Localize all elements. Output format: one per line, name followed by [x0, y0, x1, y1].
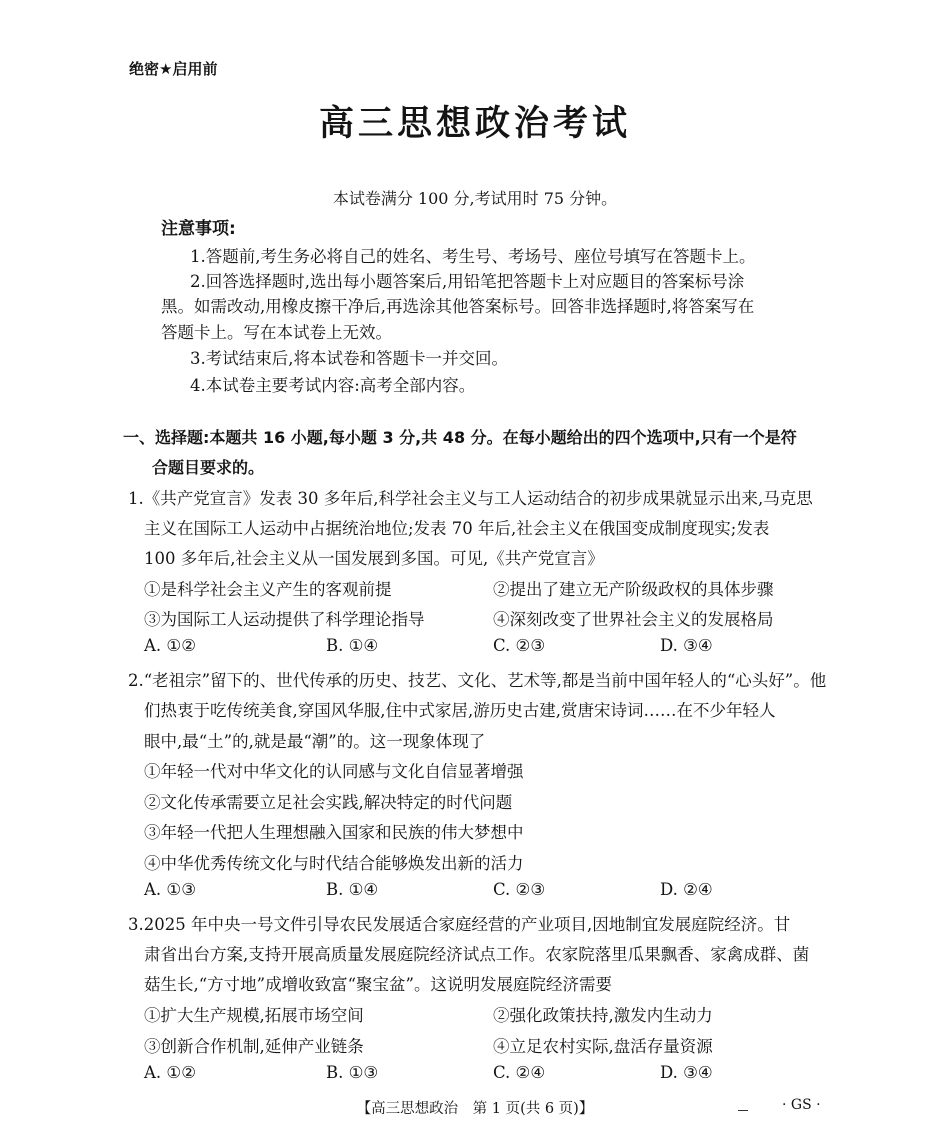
statement-option: ②文化传承需要立足社会实践,解决特定的时代问题 [144, 793, 513, 812]
notice-line: 3.考试结束后,将本试卷和答题卡一并交回。 [190, 349, 508, 368]
statement-option: ①年轻一代对中华文化的认同感与文化自信显著增强 [144, 762, 524, 781]
notice-line: 黑。如需改动,用橡皮擦干净后,再选涂其他答案标号。回答非选择题时,将答案写在 [161, 297, 755, 316]
answer-choice: B. ①③ [326, 1063, 379, 1082]
answer-choice: B. ①④ [326, 880, 379, 899]
statement-option: ④深刻改变了世界社会主义的发展格局 [493, 610, 774, 629]
statement-option: ①扩大生产规模,拓展市场空间 [144, 1006, 364, 1025]
page-footer: 【高三思想政治 第 1 页(共 6 页)】 [356, 1101, 594, 1117]
confidential-label: 绝密★启用前 [129, 60, 218, 78]
statement-option: ③创新合作机制,延伸产业链条 [144, 1037, 364, 1056]
notice-heading: 注意事项: [161, 219, 236, 239]
question-stem: 2.“老祖宗”留下的、世代传承的历史、技艺、文化、艺术等,都是当前中国年轻人的“心头好”。他 [128, 671, 827, 690]
page-title: 高三思想政治考试 [318, 104, 631, 144]
question-stem: 们热衷于吃传统美食,穿国风华服,住中式家居,游历史古建,赏唐宋诗词……在不少年轻人 [144, 701, 776, 720]
answer-choice: C. ②④ [493, 1063, 546, 1082]
answer-choice: A. ①② [144, 1063, 196, 1082]
notice-line: 2.回答选择题时,选出每小题答案后,用铅笔把答题卡上对应题目的答案标号涂 [190, 272, 745, 291]
answer-choice: D. ③④ [660, 636, 713, 655]
answer-choice: B. ①④ [326, 636, 379, 655]
notice-line: 4.本试卷主要考试内容:高考全部内容。 [190, 376, 476, 395]
answer-choice: A. ①③ [144, 880, 196, 899]
statement-option: ①是科学社会主义产生的客观前提 [144, 580, 392, 599]
notice-line: 1.答题前,考生务必将自己的姓名、考生号、考场号、座位号填写在答题卡上。 [190, 247, 756, 266]
question-stem: 菇生长,“方寸地”成增收致富“聚宝盆”。这说明发展庭院经济需要 [144, 975, 612, 994]
answer-choice: C. ②③ [493, 880, 546, 899]
section-heading: 一、选择题:本题共 16 小题,每小题 3 分,共 48 分。在每小题给出的四个选项中,只有一个是符 [123, 428, 797, 447]
question-stem: 主义在国际工人运动中占据统治地位;发表 70 年后,社会主义在俄国变成制度现实;发表 [144, 519, 770, 538]
question-stem: 眼中,最“土”的,就是最“潮”的。这一现象体现了 [144, 732, 486, 751]
question-stem: 肃省出台方案,支持开展高质量发展庭院经济试点工作。农家院落里瓜果飘香、家禽成群、菌 [144, 945, 810, 964]
statement-option: ③为国际工人运动提供了科学理论指导 [144, 610, 425, 629]
answer-choice: D. ③④ [660, 1063, 713, 1082]
answer-choice: D. ②④ [660, 880, 713, 899]
question-stem: 100 多年后,社会主义从一国发展到多国。可见,《共产党宣言》 [144, 549, 604, 568]
answer-choice: C. ②③ [493, 636, 546, 655]
section-heading-cont: 合题目要求的。 [152, 458, 265, 477]
footer-divider [738, 1110, 748, 1111]
statement-option: ④立足农村实际,盘活存量资源 [493, 1037, 713, 1056]
statement-option: ②强化政策扶持,激发内生动力 [493, 1006, 713, 1025]
footer-code: · GS · [782, 1097, 821, 1113]
statement-option: ②提出了建立无产阶级政权的具体步骤 [493, 580, 774, 599]
statement-option: ③年轻一代把人生理想融入国家和民族的伟大梦想中 [144, 823, 524, 842]
exam-meta: 本试卷满分 100 分,考试用时 75 分钟。 [332, 189, 618, 208]
statement-option: ④中华优秀传统文化与时代结合能够焕发出新的活力 [144, 854, 524, 873]
question-stem: 3.2025 年中央一号文件引导农民发展适合家庭经营的产业项目,因地制宜发展庭院经济。甘 [128, 915, 791, 934]
answer-choice: A. ①② [144, 636, 196, 655]
notice-line: 答题卡上。写在本试卷上无效。 [161, 323, 392, 342]
question-stem: 1.《共产党宣言》发表 30 多年后,科学社会主义与工人运动结合的初步成果就显示出来,马克思 [128, 489, 813, 508]
